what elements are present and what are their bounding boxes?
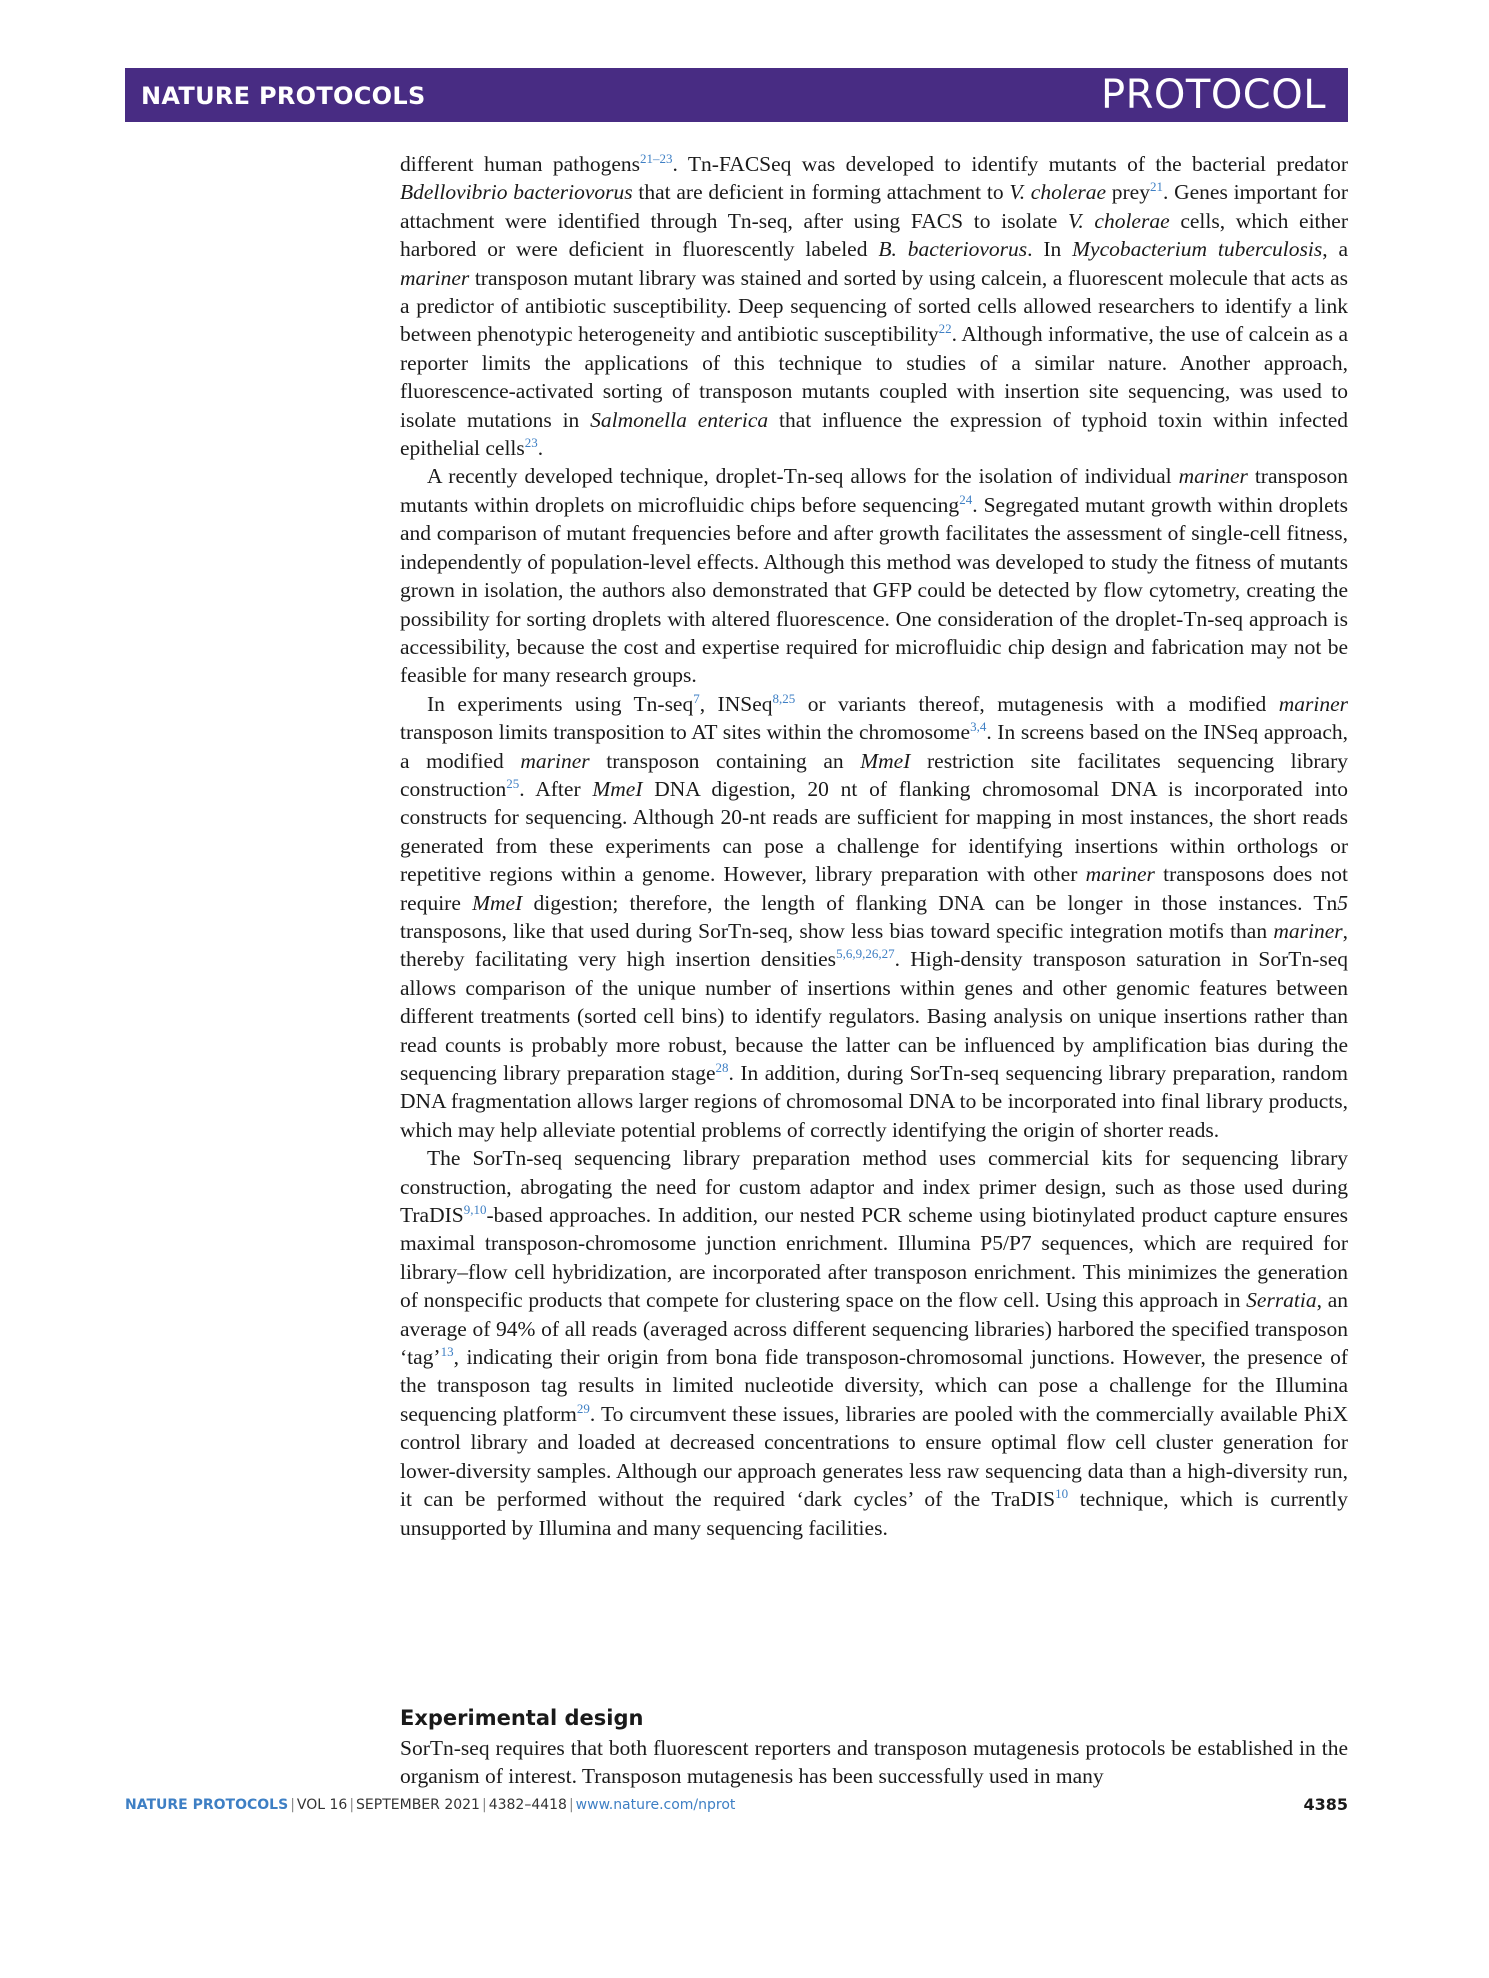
footer-date: SEPTEMBER 2021 [356,1797,480,1813]
citation-reference-link[interactable]: 5,6,9,26,27 [836,946,895,962]
journal-name: NATURE PROTOCOLS [141,82,426,110]
text-run: DNA digestion, 20 nt of flanking chromosomal DNA is incorporated into constructs for sequencing. Although 20-nt reads are sufficient for mapping in most instances, the short reads generated from these experiments can pose a challenge for identifying insertions within orthologs or repetitive regions within a genome. However, library preparation with other [400,776,1348,887]
footer-journal[interactable]: NATURE PROTOCOLS [125,1797,289,1813]
footer-separator: | [349,1797,355,1813]
footer-separator: | [481,1797,487,1813]
text-run: . Although informative, the use of calcein as a reporter limits the applications of this technique to studies of a similar nature. Another approach, fluorescence-activated sorting of transposon mutants coupled with insertion site sequencing, was used to isolate mutations in [400,322,1348,432]
text-run: transposon limits transposition to AT sites within the chromosome [400,720,971,745]
citation-reference-link[interactable]: 24 [959,491,973,507]
text-run: . Segregated mutant growth within droplets and comparison of mutant frequencies before and after growth facilitates the assessment of single-cell fitness, independently of population-level effects. Although this method was developed to study the fitness of mutants grown in isolation, the authors also demonstrated that GFP could be detected by flow cytometry, creating the possibility for sorting droplets with altered fluorescence. One consideration of the droplet-Tn-seq approach is accessibility, because the cost and expertise required for microfluidic chip design and fabrication may not be feasible for many research groups. [400,492,1348,688]
italic-term: Salmonella enterica [590,407,769,432]
text-run: . High-density transposon saturation in SorTn-seq allows comparison of the unique number of insertions within genes and other genomic features between different treatments (sorted cell bins) to identify regulators. Basing analysis on unique insertions rather than read counts is probably more robust, because the latter can be influenced by amplification bias during the sequencing library preparation stage [400,947,1348,1085]
text-run: . Genes important for attachment were identified through Tn-seq, after using FACS to isolate [400,180,1348,233]
text-run: different human pathogens [400,152,641,176]
body-paragraph [400,462,1348,689]
text-run: that influence the expression of typhoid toxin within infected epithelial cells [400,407,1348,461]
citation-reference-link[interactable]: 9,10 [463,1202,487,1218]
citation-reference-link[interactable]: 21–23 [640,151,673,166]
text-run: A recently developed technique, droplet-Tn-seq allows for the isolation of individual [427,464,1179,489]
text-run: The SorTn-seq sequencing library preparation method uses commercial kits for sequencing library construction, abrogating the need for custom adaptor and index primer design, such as those used during TraDIS [400,1146,1348,1228]
italic-term: MmeI [860,748,911,773]
page-footer [125,1797,735,1813]
text-run: , a [1322,237,1348,262]
citation-reference-link[interactable]: 22 [938,321,952,337]
citation-reference-link[interactable]: 10 [1055,1486,1069,1502]
body-text [400,150,1348,1542]
italic-term: V. cholerae [1009,180,1107,205]
text-run: . In addition, during SorTn-seq sequencing library preparation, random DNA fragmentation allows larger regions of chromosomal DNA to be incorporated into final library products, which may help alleviate potential problems of correctly identifying the origin of shorter reads. [400,1061,1348,1142]
citation-reference-link[interactable]: 29 [576,1400,590,1416]
citation-reference-link[interactable]: 8,25 [772,690,796,706]
footer-separator: | [290,1797,295,1813]
text-run: digestion; therefore, the length of flanking DNA can be longer in those instances. Tn [522,890,1338,915]
text-run: . [537,436,544,461]
italic-term: mariner [1085,862,1155,887]
text-run: . In screens based on the INSeq approach, a modified [400,720,1348,773]
text-run: , thereby facilitating very high insertion densities [400,918,1348,972]
citation-reference-link[interactable]: 7 [693,690,700,706]
text-run: technique, which is currently unsupported by Illumina and many sequencing facilities. [400,1487,1348,1540]
italic-term: Bdellovibrio bacteriovorus [400,180,633,205]
text-run: or variants thereof, mutagenesis with a modified [795,691,1279,716]
section-heading: Experimental design [400,1706,644,1730]
citation-reference-link[interactable]: 23 [524,435,538,451]
text-run: transposon mutants within droplets on microfluidic chips before sequencing [400,464,1348,517]
citation-reference-link[interactable]: 3,4 [970,719,987,735]
text-run: transposon containing an [589,748,861,773]
article-type-label: PROTOCOL [1100,72,1326,118]
italic-term: mariner [1178,464,1248,489]
italic-term: B. bacteriovorus [878,237,1028,262]
footer-url-link[interactable]: www.nature.com/nprot [575,1797,736,1813]
section-text [400,1734,1348,1791]
body-paragraph [400,690,1348,1145]
page-number: 4385 [1303,1795,1348,1814]
text-run: . Tn-FACSeq was developed to identify mutants of the bacterial predator [672,152,1348,176]
italic-term: Serratia [1246,1288,1317,1313]
footer-separator: | [568,1797,574,1813]
italic-term: mariner [1273,918,1343,943]
citation-reference-link[interactable]: 21 [1149,179,1163,195]
citation-reference-link[interactable]: 25 [506,775,520,791]
italic-term: mariner [520,748,590,773]
text-run: cells, which either harbored or were deficient in fluorescently labeled [400,208,1348,262]
text-run: transposons, like that used during SorTn-seq, show less bias toward specific integration motifs than [400,918,1274,943]
text-run: -based approaches. In addition, our nested PCR scheme using biotinylated product capture ensures maximal transposon-chromosome junction enrichment. Illumina P5/P7 sequences, which are required for library–flow cell hybridization, are incorporated after transposon enrichment. This minimizes the generation of nonspecific products that compete for clustering space on the flow cell. Using this approach in [400,1203,1348,1313]
text-run: . After [519,776,593,801]
text-run: , indicating their origin from bona fide transposon-chromosomal junctions. However, the presence of the transposon tag results in limited nucleotide diversity, which can pose a challenge for the Illumina sequencing platform [400,1345,1348,1426]
italic-term: V. cholerae [1067,208,1170,233]
footer-volume: VOL 16 [296,1797,348,1813]
body-paragraph [400,150,1348,462]
text-run: restriction site facilitates sequencing library construction [400,748,1348,801]
text-run: In experiments using Tn-seq [427,691,694,716]
text-run: that are deficient in forming attachment to [632,180,1010,205]
text-run: . To circumvent these issues, libraries are pooled with the commercially available PhiX control library and loaded at decreased concentrations to ensure optimal flow cell cluster generation for lower-diversity samples. Although our approach generates less raw sequencing data than a high-diversity run, it can be performed without the required ‘dark cycles’ of the TraDIS [400,1401,1348,1512]
text-run: transposon mutant library was stained and sorted by using calcein, a fluorescent molecule that acts as a predictor of antibiotic susceptibility. Deep sequencing of sorted cells allowed researchers to identify a link between phenotypic heterogeneity and antibiotic susceptibility [400,265,1348,347]
italic-term: MmeI [472,890,523,915]
section-paragraph: SorTn-seq requires that both fluorescent reporters and transposon mutagenesis protocols be established in the organism of interest. Transposon mutagenesis has been successfully used in many [400,1736,1348,1789]
italic-term: 5 [1337,890,1348,915]
footer-pages: 4382–4418 [488,1797,567,1813]
italic-term: Mycobacterium tuberculosis [1072,237,1323,262]
text-run: transposons does not require [400,862,1348,915]
italic-term: MmeI [592,776,643,801]
italic-term: mariner [400,265,470,290]
journal-header-bar [125,68,1348,122]
text-run: , an average of 94% of all reads (averaged across different sequencing libraries) harbored the specified transposon ‘tag’ [400,1288,1348,1370]
text-run: , INSeq [699,691,773,716]
body-paragraph [400,1144,1348,1542]
italic-term: mariner [1278,691,1348,716]
citation-reference-link[interactable]: 13 [440,1344,454,1360]
text-run: . In [1027,237,1073,262]
text-run: prey [1106,180,1150,205]
citation-reference-link[interactable]: 28 [715,1060,729,1075]
